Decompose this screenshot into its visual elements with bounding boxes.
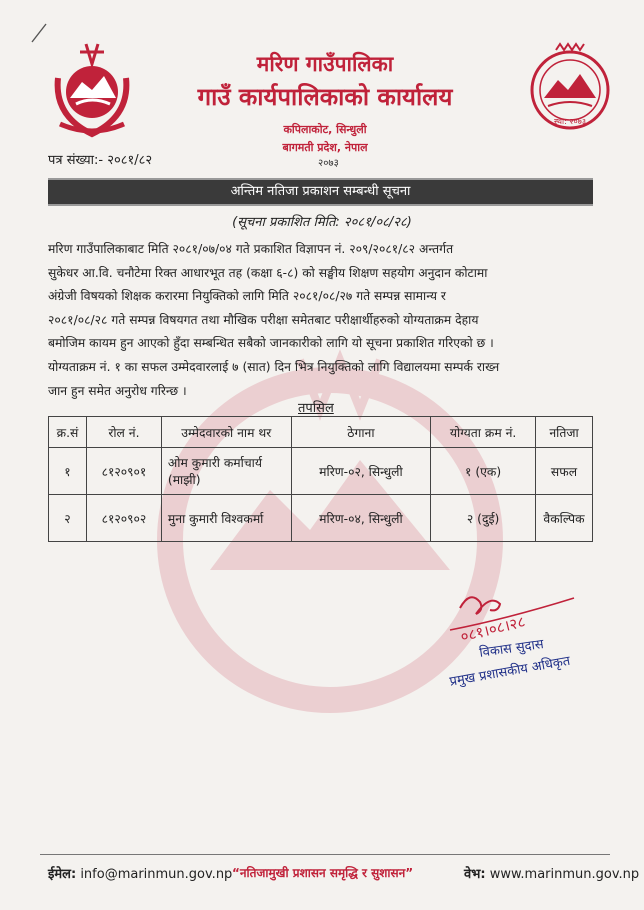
body-line: २०८१/०८/२८ गते सम्पन्न विषयगत तथा मौखिक परीक्षा समेतबाट परीक्षार्थीहरुको योग्यताक्रम देहाय bbox=[48, 312, 479, 327]
cell-roll: ८१२०९०१ bbox=[86, 448, 161, 495]
address-line1: कपिलाकोट, सिन्धुली bbox=[283, 123, 367, 136]
signature-date: ०८१।०८।२८ bbox=[458, 612, 527, 646]
cell-address: मरिण-०२, सिन्धुली bbox=[291, 448, 431, 495]
municipality-emblem-icon bbox=[526, 40, 614, 136]
signer-name: विकास सुदास bbox=[478, 636, 545, 661]
nepal-emblem-icon bbox=[46, 38, 138, 138]
footer-divider bbox=[40, 854, 610, 855]
stamp-year: २०७३ bbox=[318, 158, 339, 169]
body-line: सुकेधर आ.वि. चनौटेमा रिक्त आधारभूत तह (कक्षा ६-८) को सङ्घीय शिक्षण सहयोग अनुदान कोटामा bbox=[48, 265, 488, 280]
table-row bbox=[49, 448, 593, 495]
email-label: ईमेल: bbox=[48, 867, 77, 882]
cell-name: मुना कुमारी विश्वकर्मा bbox=[161, 495, 291, 542]
col-header-sn: क्र.सं bbox=[49, 417, 87, 448]
cell-name: ओम कुमारी कर्माचार्य (माझी) bbox=[161, 448, 291, 495]
cell-sn: २ bbox=[49, 495, 87, 542]
footer-slogan: “नतिजामुखी प्रशासन समृद्धि र सुशासन” bbox=[232, 866, 414, 880]
org-name: मरिण गाउँपालिका bbox=[256, 52, 394, 76]
col-header-address: ठेगाना bbox=[291, 417, 431, 448]
web-value[interactable]: www.marinmun.gov.np bbox=[489, 867, 640, 882]
notice-body bbox=[48, 238, 596, 403]
web-label: वेभ: bbox=[464, 867, 486, 882]
signer-title: प्रमुख प्रशासकीय अधिकृत bbox=[448, 653, 572, 690]
cell-sn: १ bbox=[49, 448, 87, 495]
col-header-result: नतिजा bbox=[535, 417, 592, 448]
footer-email bbox=[48, 864, 232, 882]
notice-title: अन्तिम नतिजा प्रकाशन सम्बन्धी सूचना bbox=[48, 178, 593, 206]
table-row bbox=[49, 495, 593, 542]
office-name: गाउँ कार्यपालिकाको कार्यालय bbox=[197, 83, 453, 111]
cell-rank: २ (दुई) bbox=[431, 495, 536, 542]
published-date: (सूचना प्रकाशित मिति: २०८१/०८/२८) bbox=[232, 215, 412, 230]
results-table bbox=[48, 416, 593, 542]
cell-roll: ८१२०९०२ bbox=[86, 495, 161, 542]
col-header-roll: रोल नं. bbox=[86, 417, 161, 448]
cell-result: सफल bbox=[535, 448, 592, 495]
email-value[interactable]: info@marinmun.gov.np bbox=[80, 867, 233, 882]
body-line: बमोजिम कायम हुन आएको हुँदा सम्बन्धित सबैको जानकारीको लागि यो सूचना प्रकाशित गरिएको छ । bbox=[48, 336, 494, 351]
reference-number: पत्र संख्या:- २०८१/८२ bbox=[48, 153, 153, 168]
body-line: जान हुन समेत अनुरोध गरिन्छ । bbox=[48, 383, 187, 398]
body-line: योग्यताक्रम नं. १ का सफल उम्मेदवारलाई ७ (सात) दिन भित्र नियुक्तिको लागि विद्यालयमा सम्पर्क राख्न bbox=[48, 359, 500, 374]
body-line: अंग्रेजी विषयको शिक्षक करारमा नियुक्तिको लागि मिति २०८१/०८/२७ गते सम्पन्न सामान्य र bbox=[48, 289, 446, 304]
cell-rank: १ (एक) bbox=[431, 448, 536, 495]
emblem-year: स्था: २०७३ bbox=[553, 117, 587, 126]
col-header-name: उम्मेदवारको नाम थर bbox=[161, 417, 291, 448]
table-caption: तपसिल bbox=[298, 401, 334, 416]
col-header-rank: योग्यता क्रम नं. bbox=[431, 417, 536, 448]
body-line: मरिण गाउँपालिकाबाट मिति २०८१/०७/०४ गते प्रकाशित विज्ञापन नं. २०९/२०८१/८२ अन्तर्गत bbox=[48, 242, 454, 256]
table-header-row bbox=[49, 417, 593, 448]
footer-website bbox=[464, 864, 639, 882]
cell-result: वैकल्पिक bbox=[535, 495, 592, 542]
address-line2: बागमती प्रदेश, नेपाल bbox=[282, 141, 368, 154]
cell-address: मरिण-०४, सिन्धुली bbox=[291, 495, 431, 542]
